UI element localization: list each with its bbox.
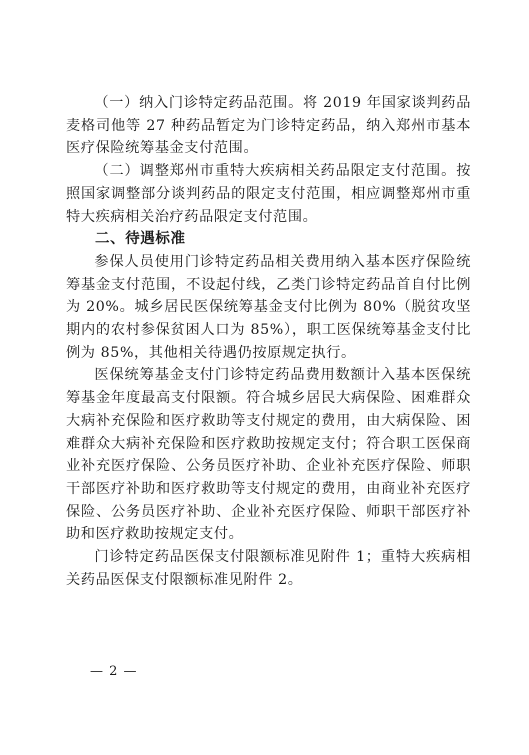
paragraph-payment-limits: 医保统筹基金支付门诊特定药品费用数额计入基本医保统筹基金年度最高支付限额。符合城乡居民大病保险、困难群众大病补充保险和医疗救助等支付规定的费用，由大病保险、困难群众大病补充保险和医疗救助按规定支付；符合职工医保商业补充医疗保险、公务员医疗补助、企业补充医疗保险、师职干部医疗补助和医疗救助等支付规定的费用，由商业补充医疗保险、公务员医疗补助、企业补充医疗保险、师职干部医疗补助和医疗救助按规定支付。 [66,367,471,543]
paragraph-payment-ratios: 参保人员使用门诊特定药品相关费用纳入基本医疗保险统筹基金支付范围，不设起付线，乙类门诊特定药品首自付比例为 20%。城乡居民医保统筹基金支付比例为 80%（脱贫攻坚期内的农村参保贫困人口为 85%），职工医保统筹基金支付比例为 85%，其他相关待遇仍按原规定执行。 [66,253,471,361]
page-number: — 2 — [90,664,138,679]
paragraph-attachments-reference: 门诊特定药品医保支付限额标准见附件 1；重特大疾病相关药品医保支付限额标准见附件 2。 [66,549,471,588]
section-heading-benefit-standards: 二、待遇标准 [95,231,186,248]
paragraph-major-disease-drug-scope: （二）调整郑州市重特大疾病相关药品限定支付范围。按照国家调整部分谈判药品的限定支付范围，相应调整郑州市重特大疾病相关治疗药品限定支付范围。 [66,163,471,225]
paragraph-outpatient-drug-scope: （一）纳入门诊特定药品范围。将 2019 年国家谈判药品麦格司他等 27 种药品暂定为门诊特定药品，纳入郑州市基本医疗保险统筹基金支付范围。 [66,95,471,157]
document-body [66,92,471,591]
